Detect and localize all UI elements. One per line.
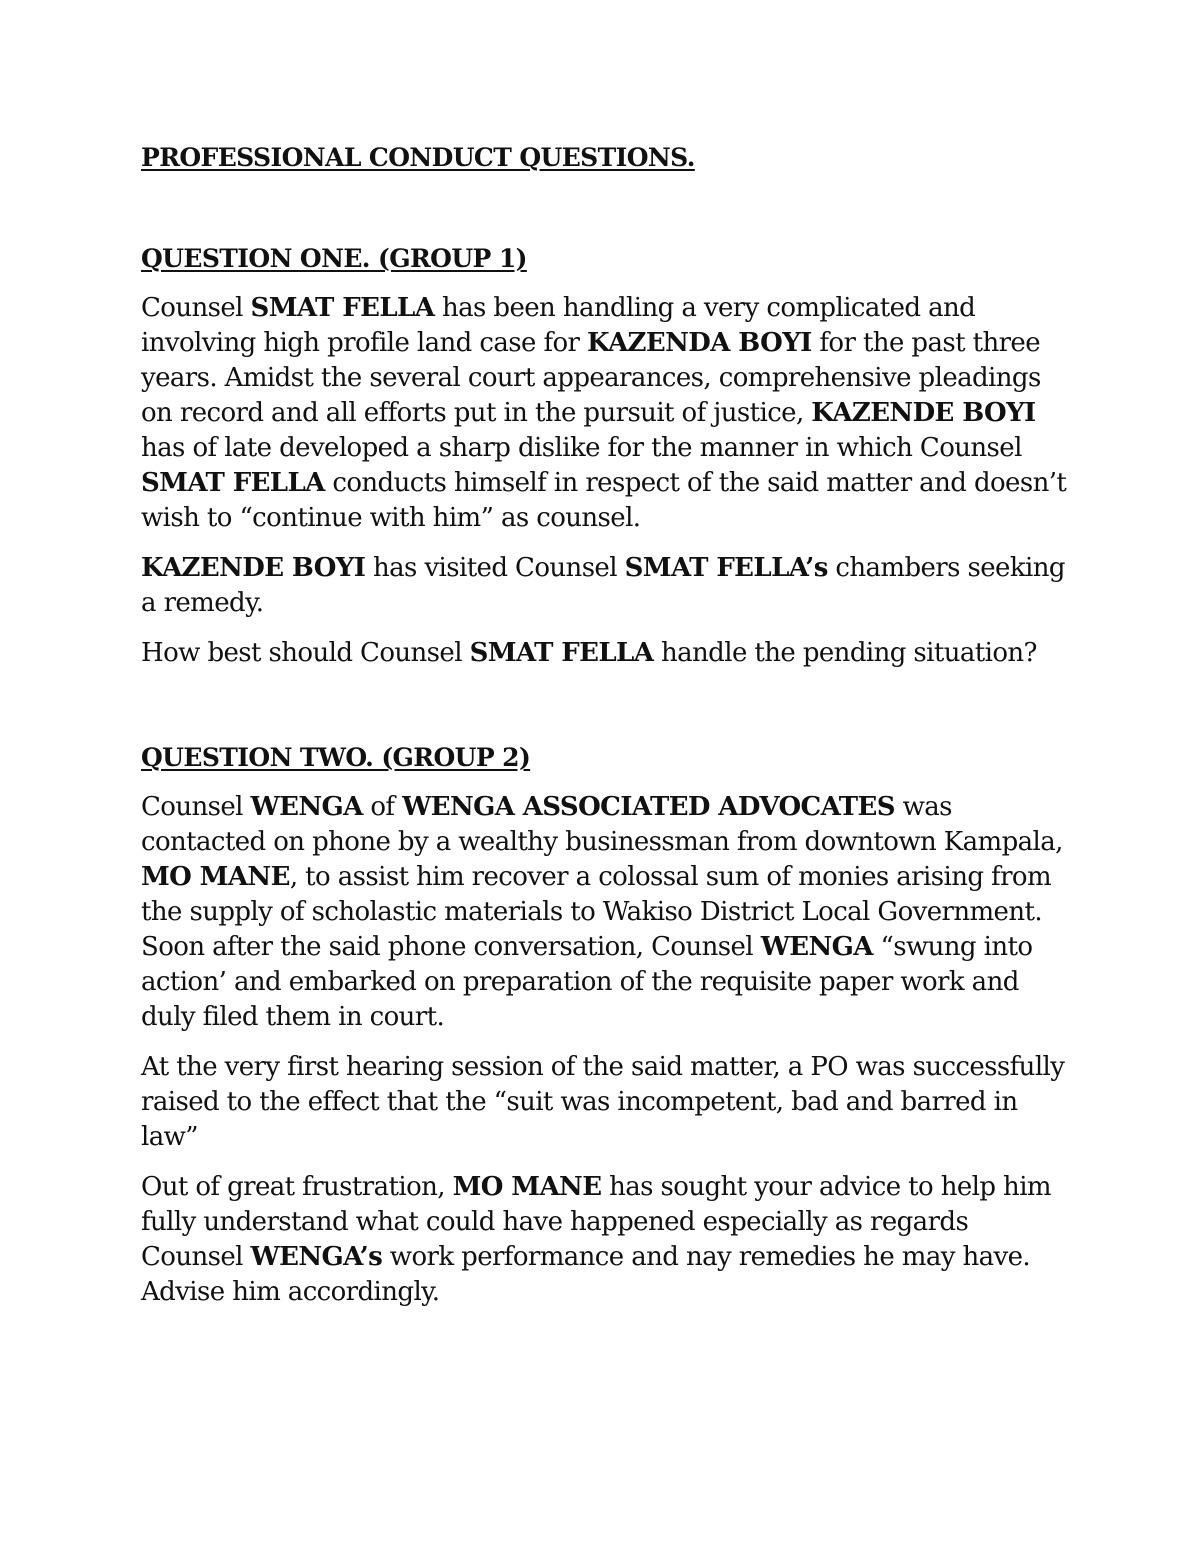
bold-name-text: SMAT FELLA’s (624, 553, 828, 583)
question-section (141, 241, 1071, 671)
paragraph-text: work performance and nay remedies he may have. Advise him accordingly. (141, 1242, 1031, 1307)
paragraph-text: has visited Counsel (365, 553, 625, 583)
question-heading: QUESTION TWO. (GROUP 2) (141, 743, 531, 772)
paragraph-text: Counsel (141, 792, 251, 822)
question-section (141, 740, 1071, 1310)
question-paragraph (141, 636, 1071, 671)
paragraph-text: has of late developed a sharp dislike for the manner in which Counsel (141, 433, 1022, 463)
paragraph-text: has sought your advice to help him fully understand what could have happened especially as regards Counsel (141, 1172, 1051, 1272)
document-page (141, 140, 1071, 1325)
bold-name-text: WENGA (250, 792, 363, 822)
paragraph-text: How best should Counsel (141, 638, 470, 668)
bold-name-text: KAZENDA BOYI (587, 328, 812, 358)
bold-name-text: SMAT FELLA (250, 293, 435, 323)
paragraph-text: handle the pending situation? (653, 638, 1037, 668)
bold-name-text: WENGA ASSOCIATED ADVOCATES (402, 792, 895, 822)
question-paragraph (141, 551, 1071, 621)
paragraph-text: Counsel (141, 293, 251, 323)
paragraph-text: “swung into action’ and embarked on preparation of the requisite paper work and duly filed them in court. (141, 932, 1033, 1032)
paragraph-text: has been handling a very complicated and involving high profile land case for (141, 293, 976, 358)
bold-name-text: WENGA’s (250, 1242, 383, 1272)
paragraph-text: Out of great frustration, (141, 1172, 453, 1202)
question-paragraph (141, 291, 1071, 536)
question-paragraph (141, 790, 1071, 1035)
bold-name-text: MO MANE (452, 1172, 602, 1202)
paragraph-text: of (362, 792, 403, 822)
question-paragraph (141, 1050, 1071, 1155)
question-heading: QUESTION ONE. (GROUP 1) (141, 244, 527, 273)
paragraph-text: conducts himself in respect of the said matter and doesn’t wish to “continue with him” as counsel. (141, 468, 1067, 533)
paragraph-text: chambers seeking a remedy. (141, 553, 1065, 618)
bold-name-text: KAZENDE BOYI (141, 553, 366, 583)
paragraph-text: was contacted on phone by a wealthy businessman from downtown Kampala, (141, 792, 1063, 857)
paragraph-text: for the past three years. Amidst the several court appearances, comprehensive pleadings on record and all efforts put in the pursuit of justice, (141, 328, 1041, 428)
question-paragraph (141, 1170, 1071, 1310)
bold-name-text: KAZENDE BOYI (811, 398, 1036, 428)
paragraph-text: , to assist him recover a colossal sum of monies arising from the supply of scholastic materials to Wakiso District Local Government. Soon after the said phone conversation, Counsel (141, 862, 1052, 962)
bold-name-text: SMAT FELLA (141, 468, 325, 498)
questions-container (141, 241, 1071, 1310)
paragraph-text: At the very first hearing session of the said matter, a PO was successfully raised to the effect that the “suit was incompetent, bad and barred in law” (141, 1052, 1065, 1152)
document-title: PROFESSIONAL CONDUCT QUESTIONS. (141, 143, 695, 172)
bold-name-text: SMAT FELLA (469, 638, 654, 668)
bold-name-text: MO MANE (141, 862, 290, 892)
bold-name-text: WENGA (760, 932, 873, 962)
